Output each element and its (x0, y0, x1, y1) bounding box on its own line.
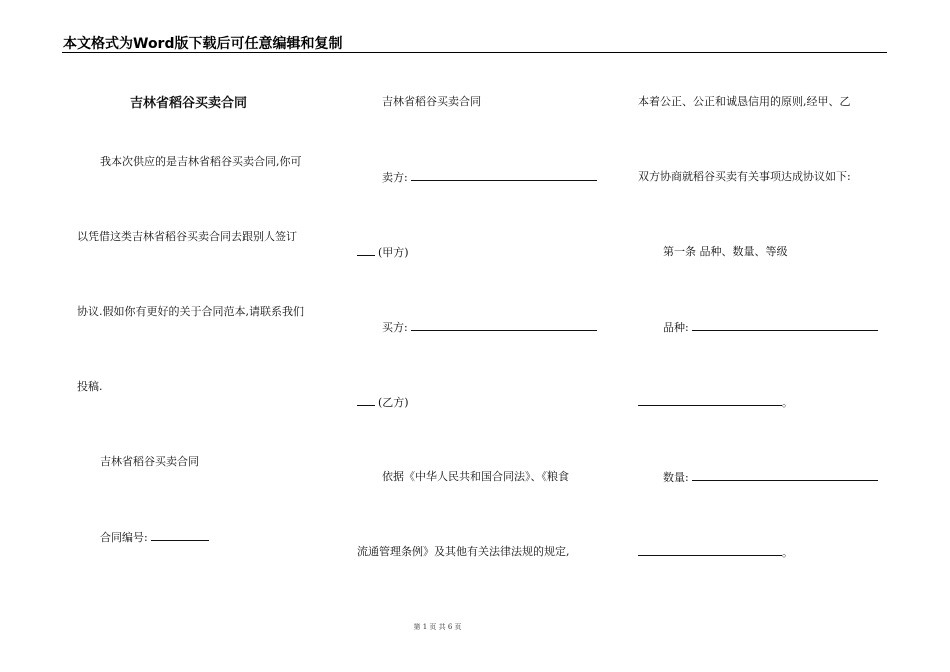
contract-number-blank (151, 530, 209, 541)
quantity-row (663, 470, 878, 485)
quantity-period: 。 (782, 546, 793, 559)
contract-number-row (100, 530, 209, 545)
quantity-label: 数量: (663, 471, 689, 484)
header-divider (62, 52, 887, 53)
quantity-blank (692, 470, 878, 481)
intro-line-4: 投稿. (77, 380, 103, 393)
variety-row (663, 320, 878, 335)
principle-line-2: 双方协商就稻谷买卖有关事项达成协议如下: (638, 170, 851, 183)
seller-label: 卖方: (382, 171, 408, 184)
legal-basis-line-1: 依据《中华人民共和国合同法》、《粮食 (382, 470, 569, 483)
variety-blank (692, 320, 878, 331)
variety-continuation (638, 395, 793, 410)
buyer-row (382, 320, 597, 335)
party-b-row (357, 395, 409, 410)
party-b-label: (乙方) (378, 396, 409, 409)
contract-subtitle: 吉林省稻谷买卖合同 (100, 455, 199, 468)
intro-line-1: 我本次供应的是吉林省稻谷买卖合同,你可 (100, 155, 302, 168)
intro-line-2: 以凭借这类吉林省稻谷买卖合同去跟别人签订 (77, 230, 297, 243)
header-title: 本文格式为Word版下载后可任意编辑和复制 (63, 36, 343, 52)
quantity-continuation-blank (638, 545, 782, 556)
seller-row (382, 170, 597, 185)
quantity-continuation (638, 545, 793, 560)
buyer-blank (411, 320, 597, 331)
page-number: 第 1 页 共 6 页 (413, 623, 462, 631)
party-b-blank (357, 395, 375, 406)
seller-blank (411, 170, 597, 181)
legal-basis-line-2: 流通管理条例》及其他有关法律法规的规定, (357, 545, 570, 558)
article-1-heading: 第一条 品种、数量、等级 (663, 245, 788, 258)
column2-heading: 吉林省稻谷买卖合同 (382, 95, 481, 108)
variety-period: 。 (782, 396, 793, 409)
variety-continuation-blank (638, 395, 782, 406)
party-a-label: (甲方) (378, 246, 409, 259)
intro-line-3: 协议.假如你有更好的关于合同范本,请联系我们 (77, 305, 304, 318)
party-a-row (357, 245, 409, 260)
document-title: 吉林省稻谷买卖合同 (130, 96, 248, 111)
principle-line-1: 本着公正、公正和诚恳信用的原则,经甲、乙 (638, 95, 851, 108)
contract-number-label: 合同编号: (100, 531, 148, 544)
variety-label: 品种: (663, 321, 689, 334)
buyer-label: 买方: (382, 321, 408, 334)
party-a-blank (357, 245, 375, 256)
